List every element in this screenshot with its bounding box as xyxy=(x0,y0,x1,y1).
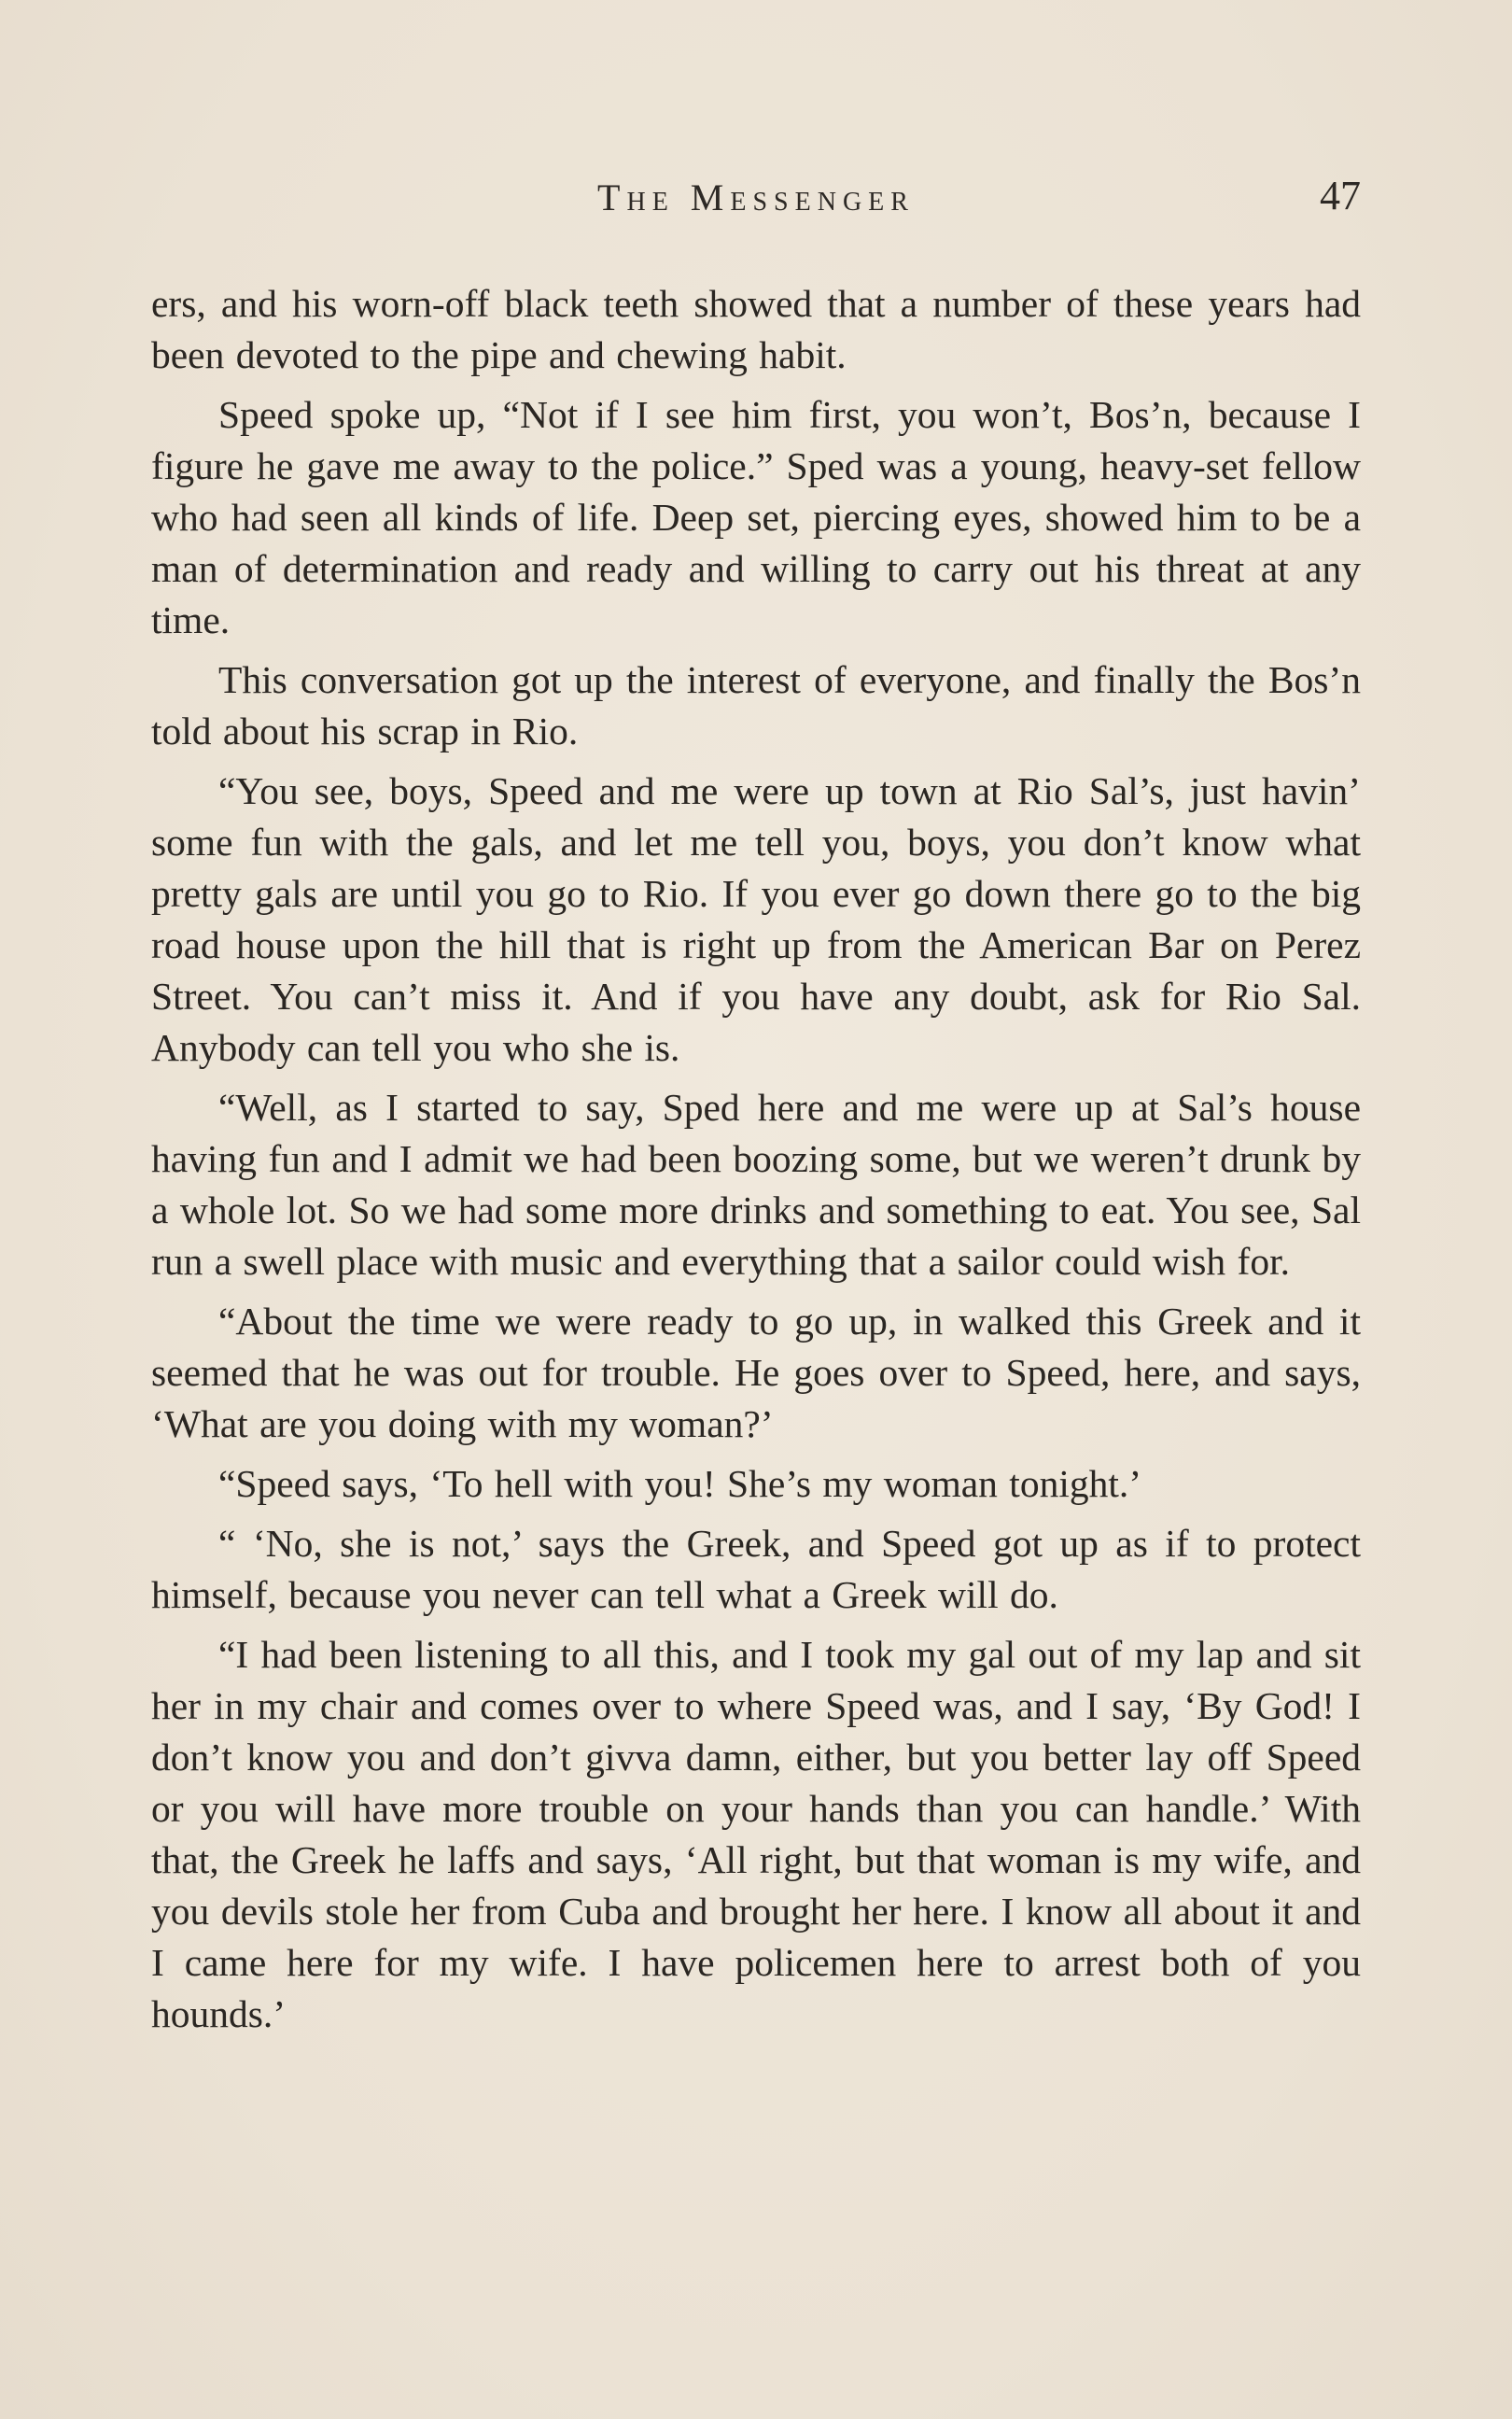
paragraph: “You see, boys, Speed and me were up town at Rio Sal’s, just havin’ some fun with the gals, and let me tell you, boys, you don’t know what pretty gals are until you go to Rio. If you ever go down there go to the big road house upon the hill that is right up from the American Bar on Perez Street. You can’t miss it. And if you have any doubt, ask for Rio Sal. Anybody can tell you who she is. xyxy=(151,769,1361,1069)
paragraph: ers, and his worn-off black teeth showed that a number of these years had been devoted to the pipe and chewing habit. xyxy=(151,282,1361,376)
paragraph: Speed spoke up, “Not if I see him first, you won’t, Bos’n, because I figure he gave me away to the police.” Sped was a young, heavy-set fellow who had seen all kinds of life. Deep set, piercing eyes, showed him to be a man of determination and ready and willing to carry out his threat at any time. xyxy=(151,393,1361,641)
paragraph: “Well, as I started to say, Sped here and me were up at Sal’s house having fun and I admit we had been boozing some, but we weren’t drunk by a whole lot. So we had some more drinks and something to eat. You see, Sal run a swell place with music and everything that a sailor could wish for. xyxy=(151,1086,1361,1283)
paragraph: “About the time we were ready to go up, in walked this Greek and it seemed that he was out for trouble. He goes over to Speed, here, and says, ‘What are you doing with my woman?’ xyxy=(151,1300,1361,1445)
running-title: The Messenger xyxy=(597,176,915,218)
paragraph: “I had been listening to all this, and I took my gal out of my lap and sit her in my chair and comes over to where Speed was, and I say, ‘By God! I don’t know you and don’t givva damn, either, but you better lay off Speed or you will have more trouble on your hands than you can handle.’ With that, the Greek he laffs and says, ‘All right, but that woman is my wife, and you devils stole her from Cuba and brought her here. I know all about it and I came here for my wife. I have policemen here to arrest both of you hounds.’ xyxy=(151,1633,1361,2035)
paragraph: “ ‘No, she is not,’ says the Greek, and Speed got up as if to protect himself, because you never can tell what a Greek will do. xyxy=(151,1522,1361,1616)
paragraph: This conversation got up the interest of everyone, and finally the Bos’n told about his scrap in Rio. xyxy=(151,658,1361,752)
page-number: 47 xyxy=(1320,173,1361,218)
paragraph: “Speed says, ‘To hell with you! She’s my woman tonight.’ xyxy=(218,1462,1142,1505)
body-text xyxy=(151,278,1361,2048)
running-head xyxy=(151,173,1361,232)
